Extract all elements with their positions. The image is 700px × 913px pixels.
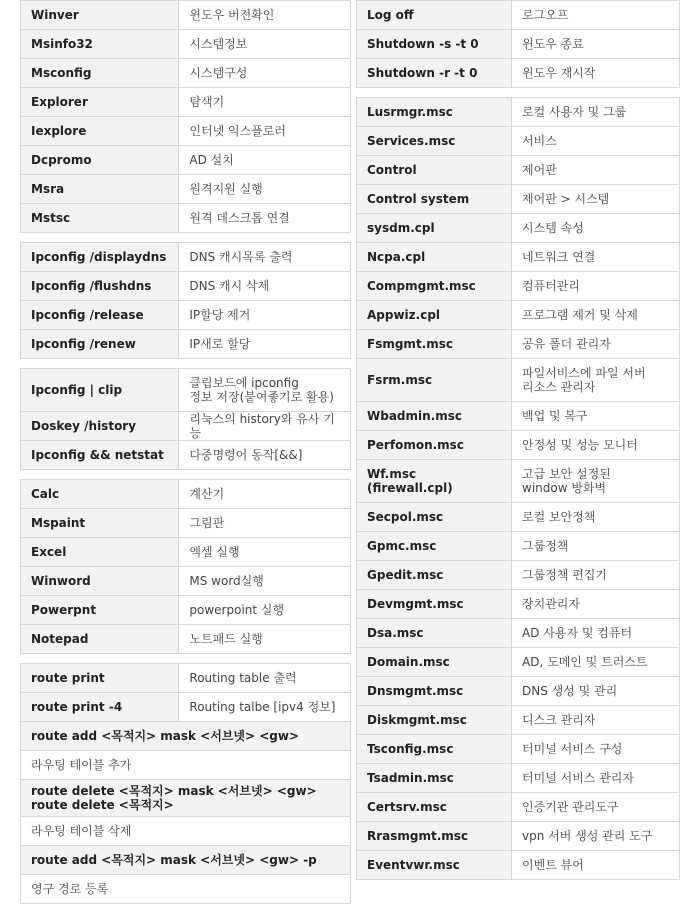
- command-cell: route print -4: [21, 693, 179, 722]
- description-cell: powerpoint 실행: [179, 596, 351, 625]
- command-cell: Shutdown -s -t 0: [357, 30, 512, 59]
- description-cell: 그룹정책: [512, 532, 680, 561]
- description-cell: 서비스: [512, 127, 680, 156]
- description-cell: 리눅스의 history와 유사 기능: [179, 412, 351, 441]
- description-cell: 윈도우 종료: [512, 30, 680, 59]
- description-cell: 인증기관 관리도구: [512, 793, 680, 822]
- table-row: [21, 875, 351, 904]
- command-cell: Eventvwr.msc: [357, 851, 512, 880]
- table-row: [357, 127, 680, 156]
- table-row: [357, 851, 680, 880]
- description-cell: 윈도우 버전확인: [179, 1, 351, 30]
- table-row: [357, 532, 680, 561]
- table-row: [357, 214, 680, 243]
- description-cell: DNS 캐시 삭제: [179, 272, 351, 301]
- table-row: [21, 1, 351, 30]
- description-cell: 공유 폴더 관리자: [512, 330, 680, 359]
- description-cell: AD 사용자 및 컴퓨터: [512, 619, 680, 648]
- description-cell: 원격지원 실행: [179, 175, 351, 204]
- command-cell: Winver: [21, 1, 179, 30]
- description-cell: 프로그램 제거 및 삭제: [512, 301, 680, 330]
- table-row: [21, 369, 351, 412]
- command-cell: Excel: [21, 538, 179, 567]
- command-cell: route print: [21, 664, 179, 693]
- command-table: [20, 479, 351, 654]
- command-cell: Msinfo32: [21, 30, 179, 59]
- command-cell: Ipconfig /release: [21, 301, 179, 330]
- command-cell: Fsmgmt.msc: [357, 330, 512, 359]
- table-row: [357, 301, 680, 330]
- table-row: [357, 677, 680, 706]
- command-cell-wide: route delete <목적지> mask <서브넷> <gw> route delete <목적지>: [21, 780, 351, 817]
- command-table: [20, 242, 351, 359]
- table-row: [21, 751, 351, 780]
- description-cell: 로컬 사용자 및 그룹: [512, 98, 680, 127]
- description-cell: Routing table 출력: [179, 664, 351, 693]
- table-row: [357, 648, 680, 677]
- table-row: [21, 664, 351, 693]
- command-cell: Log off: [357, 1, 512, 30]
- description-cell: MS word실행: [179, 567, 351, 596]
- description-cell: 로컬 보안정책: [512, 503, 680, 532]
- command-cell: sysdm.cpl: [357, 214, 512, 243]
- command-cell: Control: [357, 156, 512, 185]
- table-row: [21, 59, 351, 88]
- command-cell: Secpol.msc: [357, 503, 512, 532]
- table-row: [357, 764, 680, 793]
- command-cell: Iexplore: [21, 117, 179, 146]
- table-row: [21, 204, 351, 233]
- table-row: [21, 846, 351, 875]
- table-row: [357, 619, 680, 648]
- command-cell: Dcpromo: [21, 146, 179, 175]
- description-cell: 원격 데스크톱 연결: [179, 204, 351, 233]
- command-cell: Perfomon.msc: [357, 431, 512, 460]
- description-cell: 터미널 서비스 관리자: [512, 764, 680, 793]
- command-cell: Powerpnt: [21, 596, 179, 625]
- command-cell: Ncpa.cpl: [357, 243, 512, 272]
- command-cell: Ipconfig && netstat: [21, 441, 179, 470]
- table-row: [21, 412, 351, 441]
- command-cell: Dsa.msc: [357, 619, 512, 648]
- command-table: [20, 368, 351, 470]
- table-row: [21, 509, 351, 538]
- description-cell: Routing talbe [ipv4 정보]: [179, 693, 351, 722]
- command-cell: Services.msc: [357, 127, 512, 156]
- table-row: [21, 441, 351, 470]
- description-cell: 컴퓨터관리: [512, 272, 680, 301]
- description-cell: IP할당 제거: [179, 301, 351, 330]
- table-row: [357, 272, 680, 301]
- description-cell: 노트패드 실행: [179, 625, 351, 654]
- command-cell: Rrasmgmt.msc: [357, 822, 512, 851]
- description-cell: 인터넷 익스플로러: [179, 117, 351, 146]
- description-cell: 안정성 및 성능 모니터: [512, 431, 680, 460]
- table-row: [21, 30, 351, 59]
- table-row: [357, 156, 680, 185]
- table-row: [357, 431, 680, 460]
- description-cell: 터미널 서비스 구성: [512, 735, 680, 764]
- description-cell: 계산기: [179, 480, 351, 509]
- table-row: [357, 243, 680, 272]
- table-row: [21, 175, 351, 204]
- description-cell: 디스크 관리자: [512, 706, 680, 735]
- description-cell: 장치관리자: [512, 590, 680, 619]
- command-cell: Doskey /history: [21, 412, 179, 441]
- description-cell: IP새로 할당: [179, 330, 351, 359]
- command-cell-wide: route add <목적지> mask <서브넷> <gw> -p: [21, 846, 351, 875]
- command-cell: Fsrm.msc: [357, 359, 512, 402]
- description-cell-wide: 라우팅 테이블 삭제: [21, 817, 351, 846]
- command-cell: Shutdown -r -t 0: [357, 59, 512, 88]
- command-table: [356, 97, 680, 880]
- command-cell: Gpmc.msc: [357, 532, 512, 561]
- table-row: [357, 185, 680, 214]
- table-row: [357, 460, 680, 503]
- table-row: [21, 567, 351, 596]
- description-cell: 로그오프: [512, 1, 680, 30]
- command-cell: Notepad: [21, 625, 179, 654]
- description-cell: 엑셀 실행: [179, 538, 351, 567]
- table-row: [21, 596, 351, 625]
- table-row: [21, 330, 351, 359]
- table-row: [21, 243, 351, 272]
- table-row: [357, 706, 680, 735]
- command-cell: Wf.msc (firewall.cpl): [357, 460, 512, 503]
- command-cell: Diskmgmt.msc: [357, 706, 512, 735]
- table-row: [21, 625, 351, 654]
- description-cell: 윈도우 재시작: [512, 59, 680, 88]
- table-row: [357, 822, 680, 851]
- description-cell: 클립보드에 ipconfig 정보 저장(붙여좋기로 활용): [179, 369, 351, 412]
- description-cell: 탐색기: [179, 88, 351, 117]
- command-cell: Domain.msc: [357, 648, 512, 677]
- table-row: [357, 735, 680, 764]
- command-cell: Ipconfig /renew: [21, 330, 179, 359]
- table-row: [357, 1, 680, 30]
- command-cell: Msra: [21, 175, 179, 204]
- description-cell: 네트워크 연결: [512, 243, 680, 272]
- command-cell: Gpedit.msc: [357, 561, 512, 590]
- command-cell: Control system: [357, 185, 512, 214]
- description-cell: 다중명령어 동작[&&]: [179, 441, 351, 470]
- table-row: [357, 503, 680, 532]
- description-cell: 그림판: [179, 509, 351, 538]
- table-row: [357, 359, 680, 402]
- table-row: [21, 117, 351, 146]
- table-row: [21, 722, 351, 751]
- description-cell-wide: 라우팅 테이블 추가: [21, 751, 351, 780]
- table-row: [21, 538, 351, 567]
- table-row: [357, 98, 680, 127]
- table-row: [357, 561, 680, 590]
- table-row: [21, 272, 351, 301]
- command-cell: Lusrmgr.msc: [357, 98, 512, 127]
- description-cell: 시스템 속성: [512, 214, 680, 243]
- command-cell: Dnsmgmt.msc: [357, 677, 512, 706]
- command-cell: Tsadmin.msc: [357, 764, 512, 793]
- table-row: [357, 590, 680, 619]
- description-cell: vpn 서버 생성 관리 도구: [512, 822, 680, 851]
- description-cell: AD 설치: [179, 146, 351, 175]
- table-row: [21, 480, 351, 509]
- command-cell: Mstsc: [21, 204, 179, 233]
- description-cell: 제어판: [512, 156, 680, 185]
- table-row: [357, 330, 680, 359]
- command-table: [356, 0, 680, 88]
- description-cell: 고급 보안 설정된 window 방화벽: [512, 460, 680, 503]
- left-column: [20, 0, 351, 913]
- table-row: [21, 301, 351, 330]
- command-cell: Calc: [21, 480, 179, 509]
- description-cell: 이벤트 뷰어: [512, 851, 680, 880]
- description-cell: 파일서비스에 파일 서버 리소스 관리자: [512, 359, 680, 402]
- command-cell: Explorer: [21, 88, 179, 117]
- table-row: [357, 59, 680, 88]
- command-cell: Mspaint: [21, 509, 179, 538]
- command-cell: Wbadmin.msc: [357, 402, 512, 431]
- command-cell: Certsrv.msc: [357, 793, 512, 822]
- description-cell: AD, 도메인 및 트러스트: [512, 648, 680, 677]
- right-column: [356, 0, 680, 889]
- command-cell: Compmgmt.msc: [357, 272, 512, 301]
- table-row: [21, 817, 351, 846]
- command-cell-wide: route add <목적지> mask <서브넷> <gw>: [21, 722, 351, 751]
- table-row: [21, 88, 351, 117]
- command-cell: Ipconfig /flushdns: [21, 272, 179, 301]
- table-row: [357, 30, 680, 59]
- description-cell: DNS 생성 및 관리: [512, 677, 680, 706]
- command-cell: Devmgmt.msc: [357, 590, 512, 619]
- command-cell: Ipconfig /displaydns: [21, 243, 179, 272]
- table-row: [357, 402, 680, 431]
- description-cell: 시스템정보: [179, 30, 351, 59]
- command-table: [20, 0, 351, 233]
- table-row: [357, 793, 680, 822]
- command-cell: Tsconfig.msc: [357, 735, 512, 764]
- command-cell: Appwiz.cpl: [357, 301, 512, 330]
- description-cell-wide: 영구 경로 등록: [21, 875, 351, 904]
- table-row: [21, 780, 351, 817]
- description-cell: DNS 캐시목록 출력: [179, 243, 351, 272]
- description-cell: 제어판 > 시스템: [512, 185, 680, 214]
- command-cell: Winword: [21, 567, 179, 596]
- command-cell: Ipconfig | clip: [21, 369, 179, 412]
- table-row: [21, 693, 351, 722]
- table-row: [21, 146, 351, 175]
- description-cell: 그룹정책 편집기: [512, 561, 680, 590]
- command-cell: Msconfig: [21, 59, 179, 88]
- description-cell: 시스템구성: [179, 59, 351, 88]
- command-table: [20, 663, 351, 904]
- description-cell: 백업 및 복구: [512, 402, 680, 431]
